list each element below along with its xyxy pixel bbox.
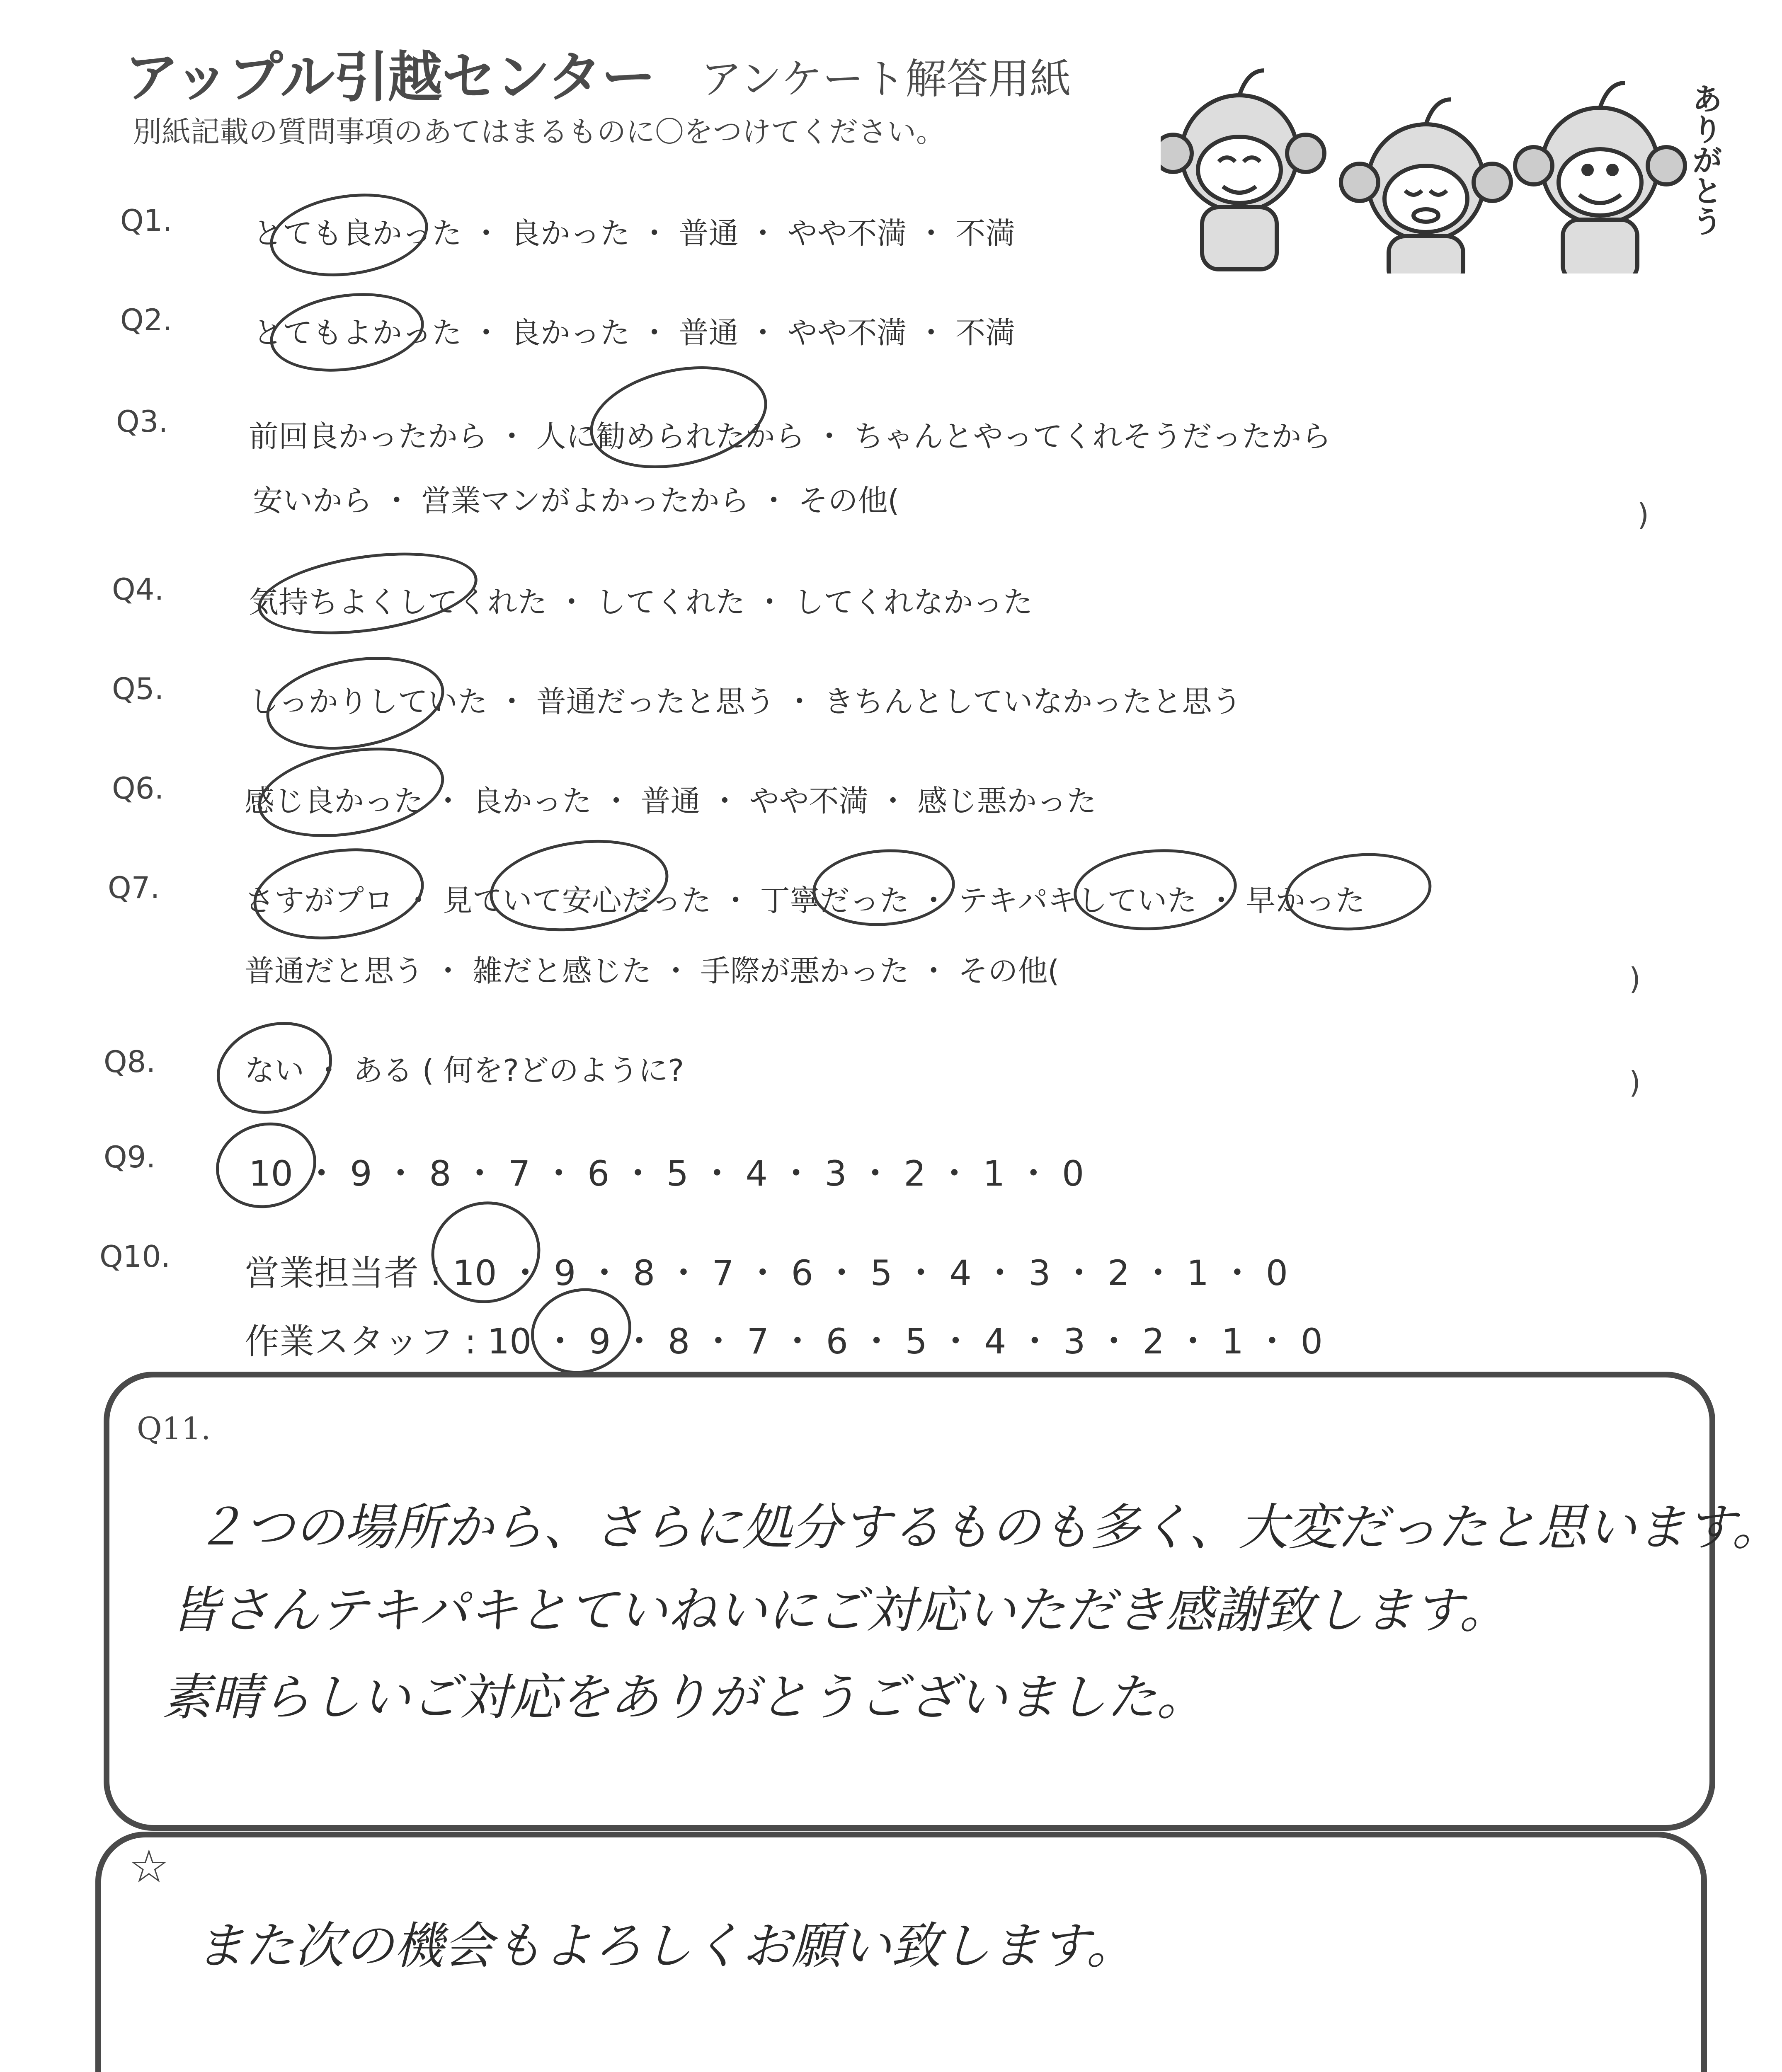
q6-label: Q6. xyxy=(112,771,164,806)
answer-circle-q6 xyxy=(251,734,451,850)
q5-options: しっかりしていた ・ 普通だったと思う ・ きちんとしていなかったと思う xyxy=(249,684,1242,719)
page-title: アップル引越センター xyxy=(124,46,655,109)
q11-answer-line-1: ２つの場所から、さらに処分するものも多く、大変だったと思います。 xyxy=(195,1499,1782,1556)
q9-label: Q9. xyxy=(104,1140,156,1174)
q10-label: Q10. xyxy=(99,1239,171,1274)
answer-circle-q10-sales xyxy=(420,1190,551,1315)
q4-options: 気持ちよくしてくれた ・ してくれた ・ してくれなかった xyxy=(249,585,1033,620)
answer-circle-q7-a xyxy=(247,838,430,950)
q7-options-line2: 普通だと思う ・ 雑だと感じた ・ 手際が悪かった ・ その他( xyxy=(245,954,1060,988)
q7-options-line1: さすがプロ ・ 見ていて安心だった ・ 丁寧だった ・ テキパキしていた ・ 早かった xyxy=(245,883,1365,918)
answer-circle-q4 xyxy=(253,540,482,647)
q11-label: Q11. xyxy=(137,1411,211,1447)
q10-sales-scale: 営業担当者 : 10 ・ 9 ・ 8 ・ 7 ・ 6 ・ 5 ・ 4 ・ 3 ・ 2 ・ 1 ・ 0 xyxy=(245,1253,1288,1293)
star-icon: ☆ xyxy=(128,1840,170,1893)
page-subtitle: アンケート解答用紙 xyxy=(701,55,1071,103)
thanks-text: ありがとう xyxy=(1687,83,1723,236)
q5-label: Q5. xyxy=(112,671,164,706)
q8-label: Q8. xyxy=(104,1044,156,1079)
q8-options: ない ・ ある ( 何を?どのように? xyxy=(245,1053,684,1088)
answer-circle-q9 xyxy=(207,1112,325,1219)
answer-circle-q7-e xyxy=(1281,846,1435,937)
q2-label: Q2. xyxy=(120,303,172,337)
q3-options-line1: 前回良かったから ・ 人に勧められたから ・ ちゃんとやってくれそうだったから xyxy=(249,419,1331,454)
star-comment-text: また次の機会もよろしくお願い致します。 xyxy=(195,1917,1136,1975)
q10-staff-scale: 作業スタッフ : 10 ・ 9 ・ 8 ・ 7 ・ 6 ・ 5 ・ 4 ・ 3 ・ 2 ・ 1 ・ 0 xyxy=(245,1321,1323,1362)
q2-options: とてもよかった ・ 良かった ・ 普通 ・ やや不満 ・ 不満 xyxy=(253,315,1016,350)
answer-circle-q3 xyxy=(580,351,776,483)
q11-answer-line-3: 素晴らしいご対応をありがとうございました。 xyxy=(162,1669,1206,1726)
instruction-text: 別紙記載の質問事項のあてはまるものに〇をつけてください。 xyxy=(133,115,945,149)
q4-label: Q4. xyxy=(112,572,164,607)
monkey-mascots-illustration xyxy=(1161,58,1712,274)
answer-circle-q8 xyxy=(205,1007,344,1128)
q3-options-line2: 安いから ・ 営業マンがよかったから ・ その他( xyxy=(253,483,899,518)
q11-answer-line-2: 皆さんテキパキとていねいにご対応いただき感謝致します。 xyxy=(170,1582,1509,1639)
answer-circle-q7-b xyxy=(484,829,674,942)
answer-circle-q2 xyxy=(265,284,429,381)
q3-label: Q3. xyxy=(116,404,168,439)
answer-circle-q1 xyxy=(264,184,433,286)
q7-close-paren: ) xyxy=(1629,961,1641,996)
q3-close-paren: ) xyxy=(1637,497,1649,532)
q1-options: とても良かった ・ 良かった ・ 普通 ・ やや不満 ・ 不満 xyxy=(253,216,1016,251)
q7-label: Q7. xyxy=(108,870,160,905)
q6-options: 感じ良かった ・ 良かった ・ 普通 ・ やや不満 ・ 感じ悪かった xyxy=(245,784,1097,818)
answer-circle-q5 xyxy=(259,644,452,762)
answer-circle-q7-d xyxy=(1071,844,1240,935)
q9-scale: 10 ・ 9 ・ 8 ・ 7 ・ 6 ・ 5 ・ 4 ・ 3 ・ 2 ・ 1 ・ 0 xyxy=(249,1153,1084,1194)
q8-close-paren: ) xyxy=(1629,1065,1641,1100)
q1-label: Q1. xyxy=(120,203,172,238)
